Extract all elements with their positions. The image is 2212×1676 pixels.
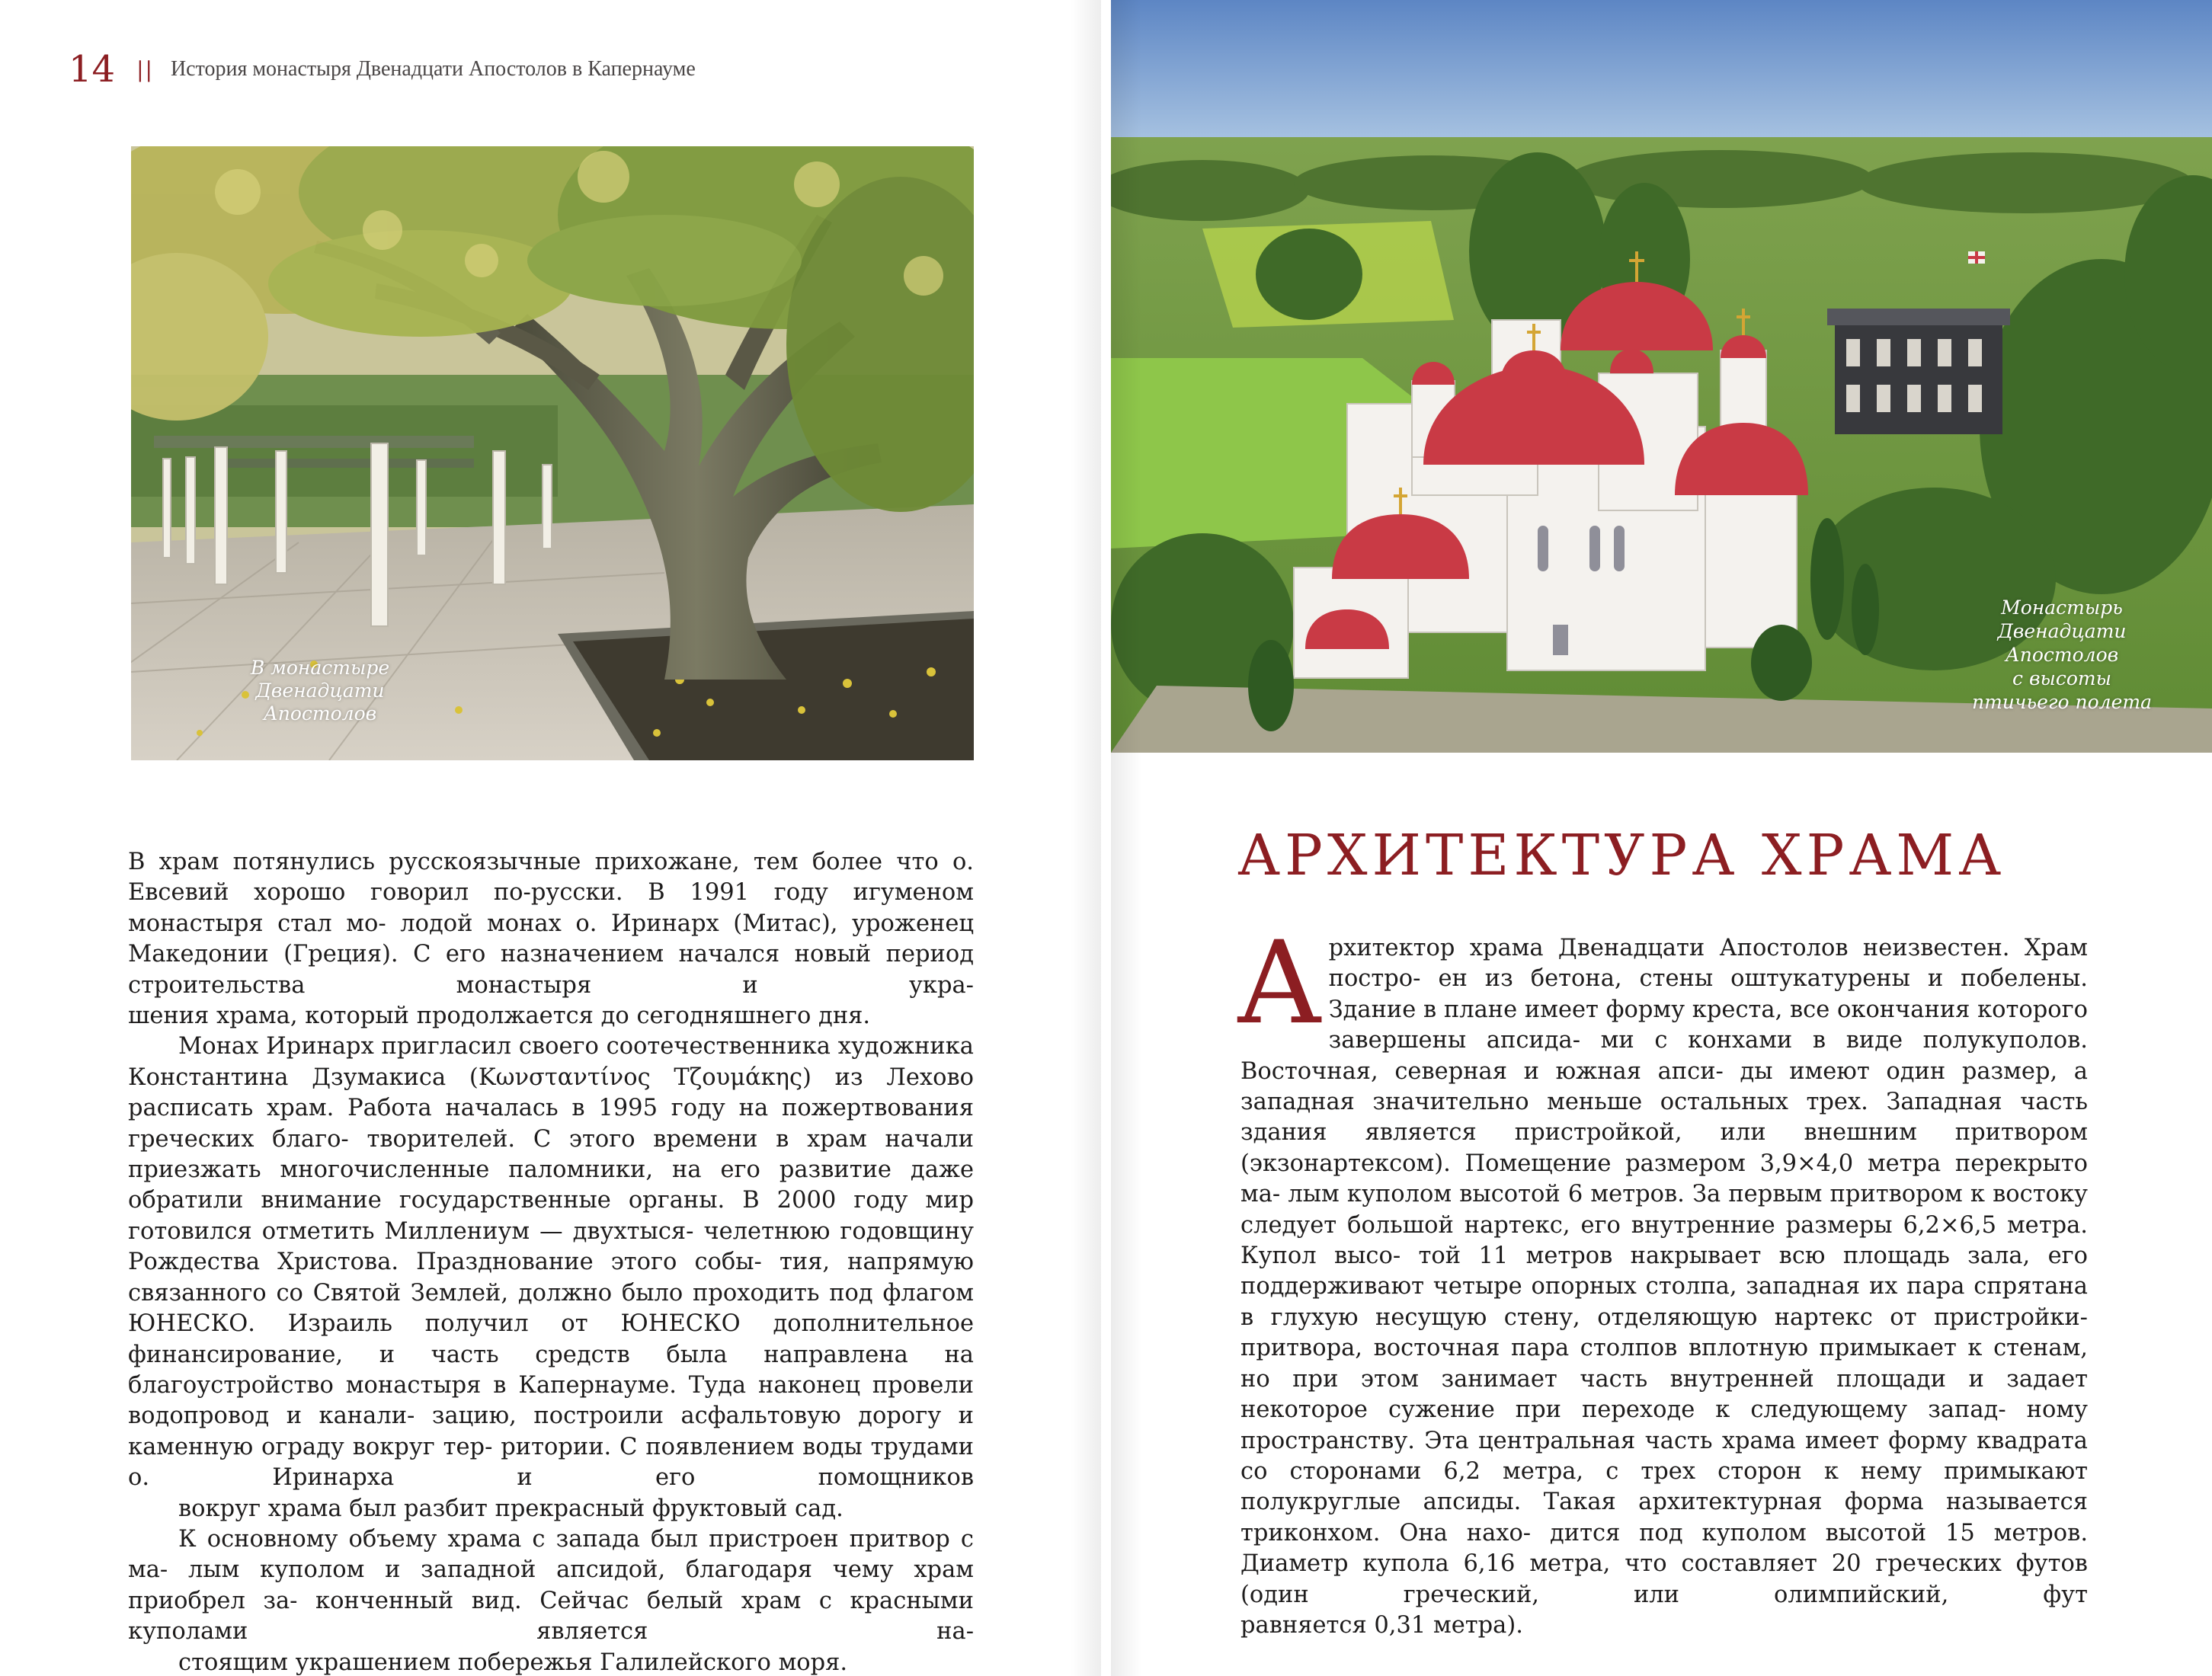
text-line: назначением начался новый период строительства монастыря и укра- bbox=[128, 941, 974, 999]
paragraph bbox=[1236, 917, 2089, 1641]
text-line: составляет 20 греческих футов (один греческий, или олимпийский, фут bbox=[1240, 1550, 2088, 1608]
text-line: под флагом ЮНЕСКО. Израиль получил от ЮНЕСКО дополнительное bbox=[128, 1279, 974, 1338]
right-page bbox=[1111, 0, 2212, 1676]
drop-cap: А bbox=[1236, 917, 1323, 1050]
text-line: лым куполом высотой 6 метров. За первым притвором к востоку следует bbox=[1240, 1181, 2088, 1239]
caption-line: птичьего полета bbox=[1972, 691, 2152, 713]
caption-line: Апостолов bbox=[263, 702, 377, 724]
text-line: лым куполом и западной апсидой, благодаря чему храм приобрел за- bbox=[128, 1556, 974, 1614]
text-line: органы. В 2000 году мир готовился отметить Миллениум — двухтыся- bbox=[128, 1187, 974, 1245]
text-line: большой нартекс, его внутренние размеры 6,2×6,5 метра. Купол высо- bbox=[1240, 1211, 2088, 1270]
text-line: вплотную примыкает к стенам, но при этом занимает часть внутренней bbox=[1240, 1335, 2089, 1393]
photo-caption-aerial bbox=[1963, 596, 2161, 714]
section-title: АРХИТЕКТУРА ХРАМА bbox=[1237, 823, 2006, 888]
caption-line: Двенадцати bbox=[1997, 620, 2127, 642]
text-line: стоящим украшением побережья Галилейского моря. bbox=[178, 1649, 848, 1676]
text-line: той 11 метров накрывает всю площадь зала, его поддерживают четыре bbox=[1240, 1243, 2088, 1300]
text-line: храм. Работа началась в 1995 году на пожертвования греческих благо- bbox=[128, 1095, 974, 1153]
text-line: вокруг храма был разбит прекрасный фруктовый сад. bbox=[178, 1495, 844, 1522]
running-head bbox=[69, 43, 696, 96]
caption-line: Апостолов bbox=[2005, 644, 2119, 666]
text-line: Монах Иринарх пригласил своего соотечественника художника bbox=[178, 1033, 974, 1060]
text-line: дится под куполом высотой 15 метров. Диаметр купола 6,16 метра, что bbox=[1240, 1519, 2089, 1578]
text-line: хорошо говорил по-русски. В 1991 году игуменом монастыря стал мо- bbox=[128, 879, 975, 937]
running-head-title: История монастыря Двенадцати Апостолов в Капернауме bbox=[170, 57, 696, 81]
text-line: Константина Дзумакиса (Κωνσταντίνος Τζουμάκης) из Лехово расписать bbox=[128, 1063, 974, 1122]
text-line: ному пространству. Эта центральная часть храма имеет форму квадрата bbox=[1240, 1396, 2088, 1454]
text-line: имеет форму креста, все окончания которого завершены апсида- bbox=[1328, 996, 2088, 1054]
text-line: рхитектор храма Двенадцати Апостолов неизвестен. Храм постро- bbox=[1328, 935, 2088, 993]
text-line: ды имеют один размер, а западная значительно меньше остальных трех. bbox=[1240, 1057, 2088, 1116]
text-line: равняется 0,31 метра). bbox=[1240, 1611, 1523, 1639]
left-body-text bbox=[128, 847, 974, 1676]
text-line: Западная часть здания является пристройкой, или внешним притвором bbox=[1240, 1089, 2088, 1147]
text-line: тия, напрямую связанного со Святой Землей, должно было проходить bbox=[128, 1249, 974, 1307]
right-body-text bbox=[1236, 917, 2089, 1641]
text-line: ен из бетона, стены оштукатурены и побелены. Здание в плане bbox=[1328, 965, 2088, 1023]
photo-caption-garden bbox=[229, 657, 411, 725]
text-line: В храм потянулись русскоязычные прихожане, тем более что о. Евсевий bbox=[128, 849, 974, 907]
caption-line: В монастыре bbox=[250, 657, 390, 679]
text-line: лодой монах о. Иринарх (Митас), уроженец Македонии (Греция). С его bbox=[128, 910, 974, 968]
text-line: монастыря в Капернауме. Туда наконец провели водопровод и канали- bbox=[128, 1371, 974, 1430]
text-line: челетнюю годовщину Рождества Христова. Празднование этого собы- bbox=[128, 1217, 974, 1276]
text-line: ми с конхами в виде полукуполов. Восточная, северная и южная апси- bbox=[1240, 1027, 2088, 1085]
paragraph bbox=[128, 1524, 974, 1676]
text-line: со сторонами 6,2 метра, с трех сторон к нему примыкают полукруглые bbox=[1240, 1457, 2088, 1516]
text-line: ритории. С появлением воды трудами о. Иринарха и его помощников bbox=[128, 1433, 974, 1492]
text-line: конченный вид. Сейчас белый храм с красными куполами является на- bbox=[128, 1587, 974, 1646]
text-line: финансирование, и часть средств была направлена на благоустройство bbox=[128, 1341, 974, 1399]
text-line: паломники, на его развитие даже обратили внимание государственные bbox=[128, 1156, 974, 1214]
text-line: отделяющую нартекс от пристройки-притвора, восточная пара столпов bbox=[1240, 1303, 2088, 1362]
text-line: площади и задает некоторое сужение при переходе к следующему запад- bbox=[1240, 1365, 2088, 1424]
text-line: опорных столпа, западная их пара спрятана в глухую несущую стену, bbox=[1240, 1273, 2088, 1331]
text-line: творителей. С этого времени в храм начали приезжать многочисленные bbox=[128, 1125, 975, 1184]
caption-line: Монастырь bbox=[2001, 597, 2123, 619]
text-line: (экзонартексом). Помещение размером 3,9×4,0 метра перекрыто ма- bbox=[1240, 1150, 2088, 1208]
text-line: шения храма, который продолжается до сегодняшнего дня. bbox=[128, 1003, 871, 1030]
text-line: апсиды. Такая архитектурная форма называется триконхом. Она нахо- bbox=[1240, 1489, 2088, 1546]
paragraph bbox=[128, 847, 974, 1032]
caption-line: Двенадцати bbox=[255, 680, 385, 702]
left-page bbox=[0, 0, 1101, 1676]
text-line: К основному объему храма с запада был пристроен притвор с ма- bbox=[128, 1525, 974, 1584]
page-number: 14 bbox=[69, 48, 116, 91]
paragraph bbox=[128, 1032, 974, 1524]
running-head-separator: || bbox=[136, 56, 154, 82]
text-line: зацию, построили асфальтовую дорогу и каменную ограду вокруг тер- bbox=[128, 1403, 974, 1460]
caption-line: с высоты bbox=[2012, 667, 2111, 689]
